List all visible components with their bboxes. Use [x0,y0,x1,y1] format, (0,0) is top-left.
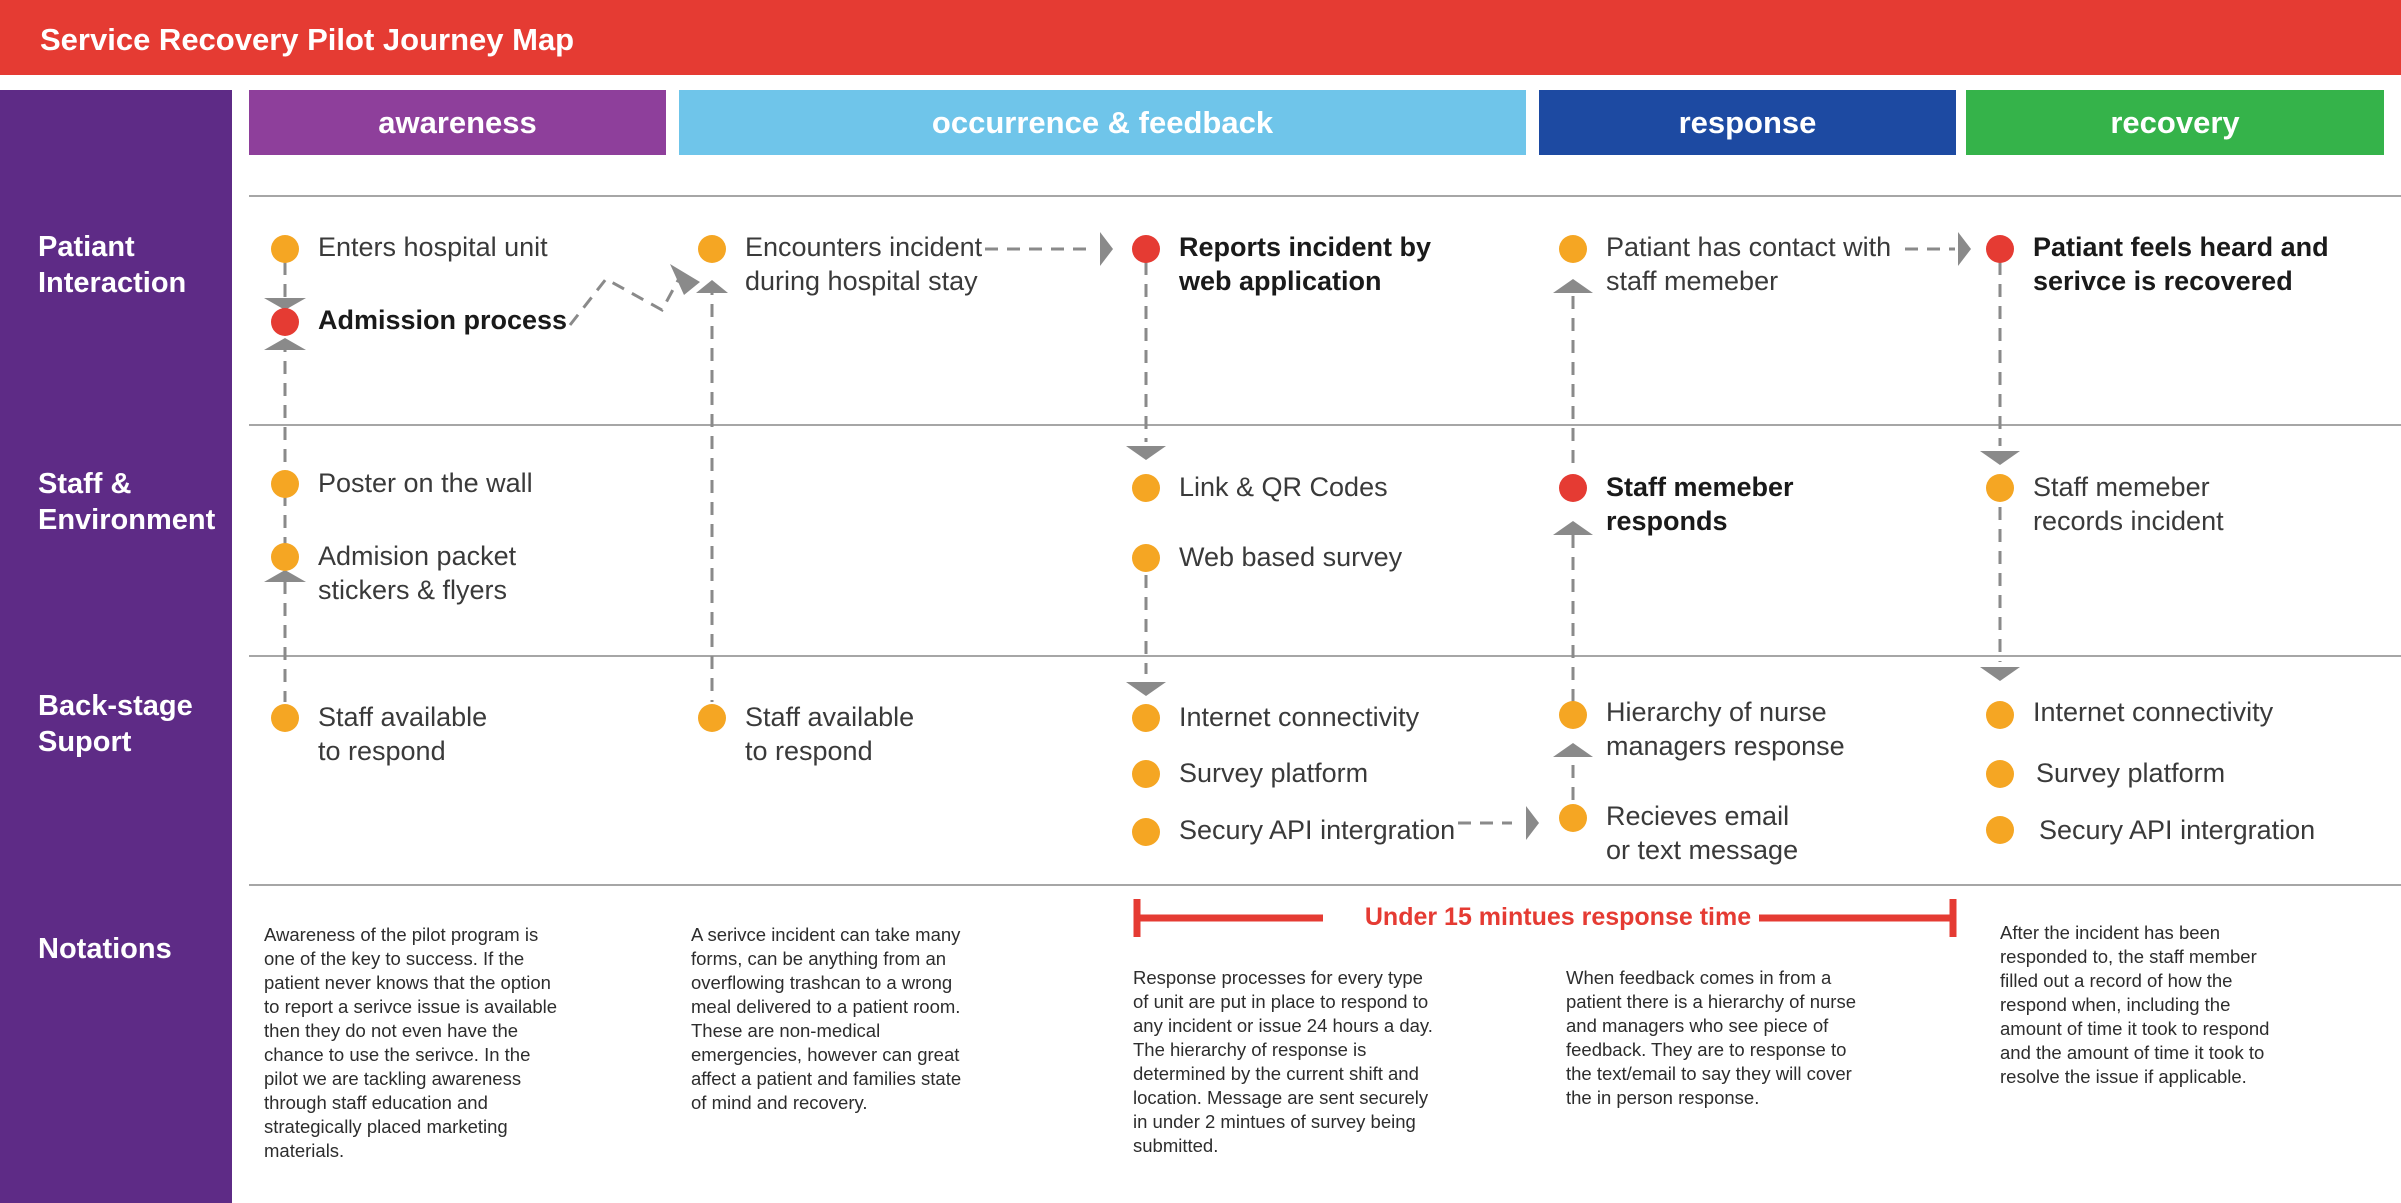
step-secure-api-integration: Secury API intergration [2039,815,2316,845]
arrowhead [1553,521,1593,535]
row-label-patient-interaction: Patiant Interaction [38,231,187,299]
journey-dot [1132,474,1160,502]
step-admission-process: Admission process [318,305,568,335]
step-staff-member-responds: Staff memeber responds [1606,472,1794,536]
note-awareness: Awareness of the pilot program is one of the key to success. If the patient never knows that the option to report a serivce issue is available then they do not even have the chance to use the serivce. In the pilot we are tackling awareness through staff education and strategically placed marketing materials. [264,924,558,1161]
note-recovery: After the incident has been responded to, the staff member filled out a record of how the respond when, including the amount of time it took to respond and the amount of time it took to resolve the issue if applicable. [2000,922,2270,1087]
journey-dot-highlight [1559,474,1587,502]
arrowhead [1553,743,1593,757]
arrowhead [264,338,306,350]
step-secure-api-integration: Secury API intergration [1179,815,1456,845]
step-admission-packet: Admision packet stickers & flyers [318,541,517,605]
arrowhead [1980,451,2020,465]
journey-dot [1132,544,1160,572]
arrowhead [1526,806,1539,840]
journey-dot-highlight [1132,235,1160,263]
journey-dot [271,543,299,571]
arrowhead [1126,446,1166,460]
step-staff-available: Staff available to respond [745,702,915,766]
step-staff-records-incident: Staff memeber records incident [2033,472,2224,536]
page-title: Service Recovery Pilot Journey Map [40,22,575,57]
journey-dot [1132,704,1160,732]
journey-dot [1559,701,1587,729]
journey-dot [698,704,726,732]
journey-dot [1132,818,1160,846]
connector-line [570,273,682,325]
stage-header-recovery: recovery [1966,90,2384,155]
note-response-hierarchy: When feedback comes in from a patient there is a hierarchy of nurse and managers who see piece of feedback. They are to response to the text/email to say they will cover the in person response. [1566,967,1856,1108]
step-survey-platform: Survey platform [2036,758,2226,788]
journey-dot-highlight [1986,235,2014,263]
journey-dot [1559,804,1587,832]
step-internet-connectivity: Internet connectivity [1179,702,1420,732]
journey-dot-highlight [271,308,299,336]
step-poster-on-wall: Poster on the wall [318,468,533,498]
journey-dot [698,235,726,263]
arrowhead [264,570,306,582]
step-web-based-survey: Web based survey [1179,542,1403,572]
arrowhead [1126,682,1166,696]
arrowhead [696,280,728,293]
step-hierarchy-nurse-managers: Hierarchy of nurse managers response [1606,697,1845,761]
step-internet-connectivity: Internet connectivity [2033,697,2274,727]
journey-dot [1986,816,2014,844]
arrowhead [670,264,700,295]
journey-dot [1986,760,2014,788]
journey-dot [271,235,299,263]
row-label-notations: Notations [38,933,172,965]
arrowhead [1553,279,1593,293]
arrowhead [1958,232,1971,266]
journey-dot [1559,235,1587,263]
arrowhead [1100,232,1113,266]
step-receives-email-text: Recieves email or text message [1606,801,1799,865]
step-encounters-incident: Encounters incident during hospital stay [745,232,983,296]
step-patient-feels-heard: Patiant feels heard and serivce is recovered [2033,232,2329,296]
stage-header-occurrence-feedback: occurrence & feedback [679,90,1526,155]
step-link-qr-codes: Link & QR Codes [1179,472,1388,502]
step-reports-incident: Reports incident by web application [1179,232,1432,296]
step-survey-platform: Survey platform [1179,758,1369,788]
journey-dot [271,470,299,498]
row-label-staff-environment: Staff & Environment [38,468,216,536]
step-patient-contact-staff: Patiant has contact with staff memeber [1606,232,1892,296]
note-response-process: Response processes for every type of unit are put in place to respond to any incident or issue 24 hours a day. The hierarchy of response is determined by the current shift and location. Message are sent securely in under 2 mintues of survey being submitted. [1133,967,1433,1156]
response-time-label: Under 15 mintues response time [1364,903,1752,931]
journey-dot [1132,760,1160,788]
stage-header-awareness: awareness [249,90,666,155]
step-staff-available: Staff available to respond [318,702,488,766]
stage-header-response: response [1539,90,1956,155]
journey-dot [271,704,299,732]
step-enters-hospital-unit: Enters hospital unit [318,232,548,262]
row-label-backstage-support: Back-stage Suport [38,690,193,758]
arrowhead [1980,667,2020,681]
note-occurrence: A serivce incident can take many forms, can be anything from an overflowing trashcan to a wrong meal delivered to a patient room. These are non-medical emergencies, however can great affect a patient and families state of mind and recovery. [691,924,962,1113]
journey-dot [1986,701,2014,729]
journey-dot [1986,474,2014,502]
